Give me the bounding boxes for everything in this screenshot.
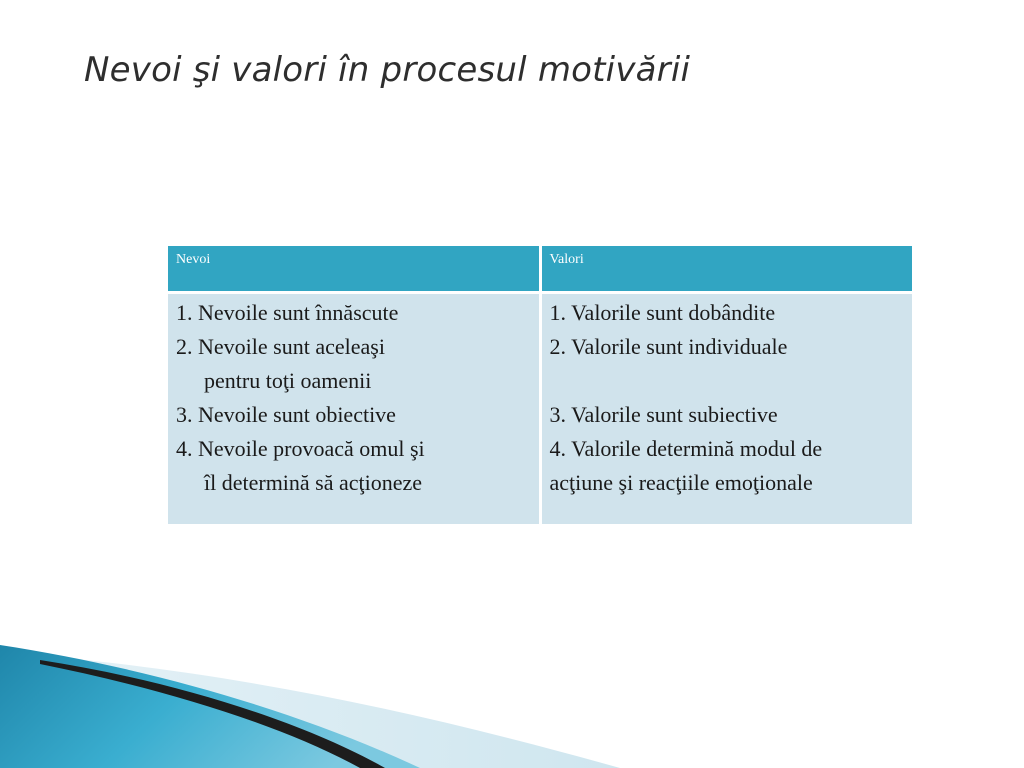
- valori-item-2: 2. Valorile sunt individuale: [549, 333, 788, 359]
- nevoi-item-2: 2. Nevoile sunt aceleaşi: [176, 333, 385, 359]
- valori-item-4: 4. Valorile determină modul de: [549, 435, 823, 461]
- nevoi-item-2-continued: pentru toţi oamenii: [204, 367, 372, 393]
- header-valori: Valori: [540, 246, 912, 292]
- valori-item-4-continued: acţiune şi reacţiile emoţionale: [549, 469, 813, 495]
- slide-title: Nevoi şi valori în procesul motivării: [84, 50, 691, 90]
- nevoi-item-4-continued: îl determină să acţioneze: [204, 469, 423, 495]
- nevoi-item-1: 1. Nevoile sunt înnăscute: [176, 299, 399, 325]
- nevoi-item-4: 4. Nevoile provoacă omul şi: [176, 435, 425, 461]
- nevoi-item-3: 3. Nevoile sunt obiective: [176, 401, 396, 427]
- valori-item-3: 3. Valorile sunt subiective: [549, 401, 778, 427]
- valori-item-1: 1. Valorile sunt dobândite: [549, 299, 776, 325]
- header-nevoi: Nevoi: [168, 246, 540, 292]
